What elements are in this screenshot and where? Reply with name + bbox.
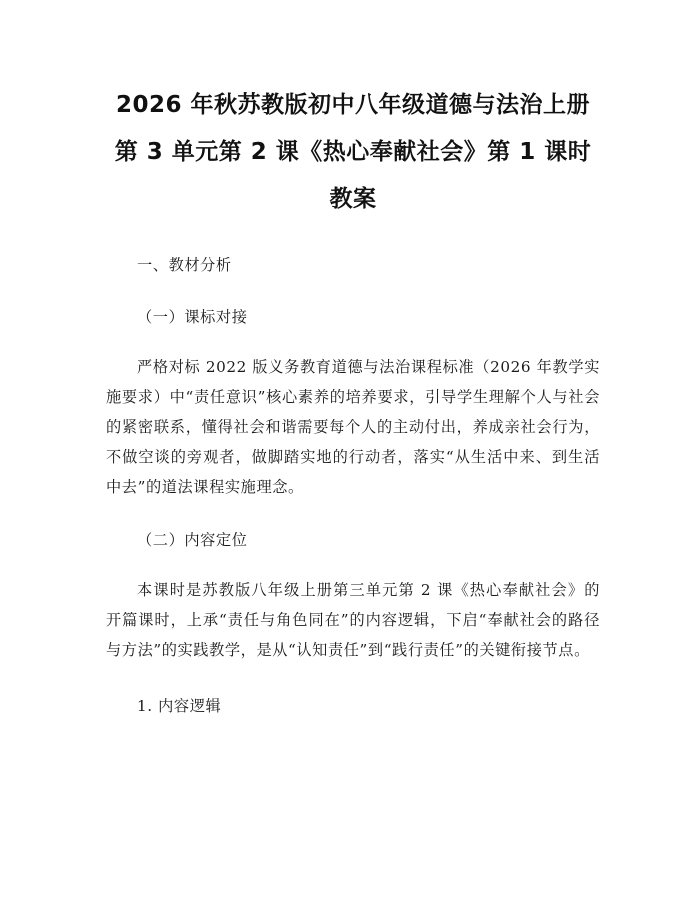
subsection-heading-curriculum-standard: （一）课标对接: [137, 308, 248, 326]
paragraph-curriculum-standard: 严格对标 2022 版义务教育道德与法治课程标准（2026 年教学实施要求）中“责任意识”核心素养的培养要求，引导学生理解个人与社会的紧密联系，懂得社会和谐需要每个人的主动付出，养成亲社会行为，不做空谈的旁观者，做脚踏实地的行动者，落实“从生活中来、到生活中去”的道法课程实施理念。: [106, 358, 600, 496]
paragraph-content-positioning: 本课时是苏教版八年级上册第三单元第 2 课《热心奉献社会》的开篇课时，上承“责任与角色同在”的内容逻辑，下启“奉献社会的路径与方法”的实践教学，是从“认知责任”到“践行责任”的关键衔接节点。: [106, 581, 600, 659]
title-line-2: 第 3 单元第 2 课《热心奉献社会》第 1 课时: [114, 139, 592, 165]
document-title: [106, 82, 600, 223]
subsection-heading-content-positioning: （二）内容定位: [137, 531, 248, 549]
section-heading-textbook-analysis: 一、教材分析: [137, 256, 232, 274]
list-heading-content-logic: 1. 内容逻辑: [137, 697, 222, 715]
title-line-3: 教案: [329, 186, 377, 212]
title-line-1: 2026 年秋苏教版初中八年级道德与法治上册: [115, 92, 591, 118]
